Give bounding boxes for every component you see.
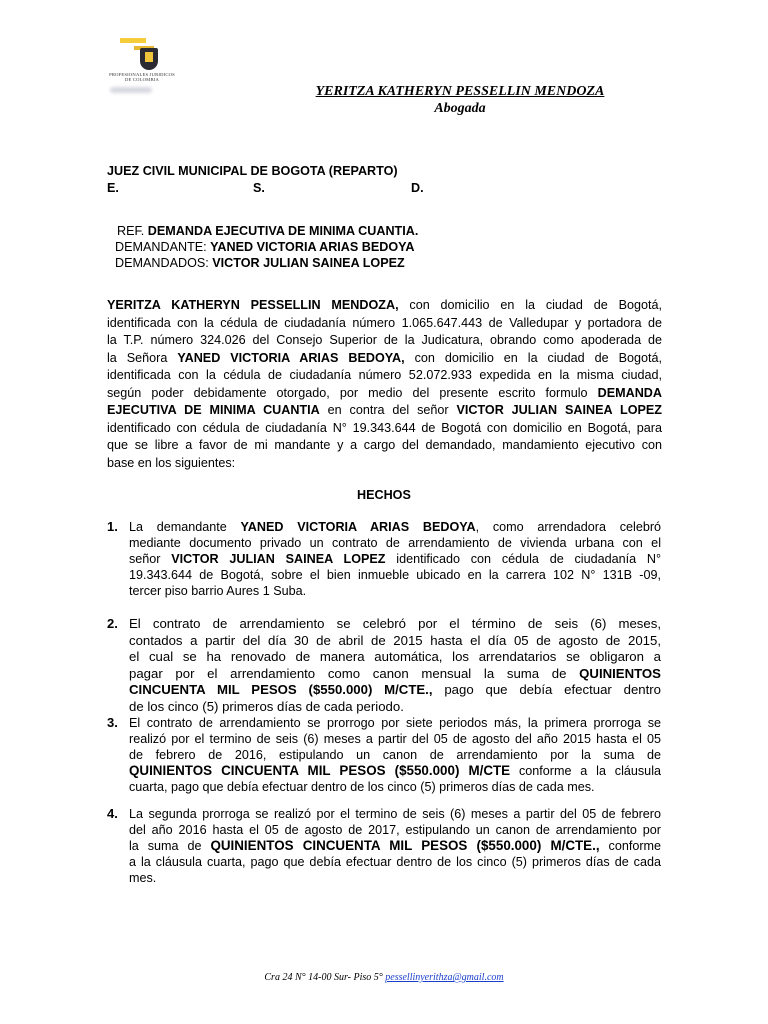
defendant-label: DEMANDADOS: <box>115 256 209 270</box>
plaintiff-label: DEMANDANTE: <box>115 240 207 254</box>
intro-text: identificada con la cédula de ciudadanía número 52.072.933 expedida en la misma ciudad, <box>107 368 662 382</box>
item-text: El contrato de arrendamiento se prorrogo por siete periodos más, la primera prorroga se <box>129 716 661 730</box>
intro-defendant: VICTOR JULIAN SAINEA LOPEZ <box>456 403 662 417</box>
item-text: El contrato de arrendamiento se celebró por el término de seis (6) meses, <box>129 616 661 631</box>
intro-name: YERITZA KATHERYN PESSELLIN MENDOZA, <box>107 298 399 312</box>
list-item <box>129 519 661 599</box>
item-bold: QUINIENTOS CINCUENTA MIL PESOS ($550.000) M/CTE., <box>210 838 600 853</box>
intro-paragraph <box>107 297 662 472</box>
item-text: realizó por el termino de seis (6) meses a partir del 05 de agosto del año 2015 hasta el 05 <box>129 732 661 746</box>
item-number: 3. <box>107 715 118 730</box>
plaintiff-value: YANED VICTORIA ARIAS BEDOYA <box>210 240 415 254</box>
ref-label: REF. <box>117 224 145 238</box>
item-text: cuarta, pago que debía efectuar dentro de los cinco (5) primeros días de cada mes. <box>129 780 595 794</box>
item-bold: YANED VICTORIA ARIAS BEDOYA <box>240 520 476 534</box>
addressee-e: E. <box>107 181 119 195</box>
item-number: 1. <box>107 519 118 534</box>
item-bold: CINCUENTA MIL PESOS ($550.000) M/CTE., <box>129 682 433 697</box>
item-text: de los cinco (5) primeros días de cada periodo. <box>129 698 404 714</box>
footer <box>0 972 768 983</box>
intro-text: la Señora <box>107 350 168 365</box>
addressee-d: D. <box>411 181 424 195</box>
item-text: contados a partir del día 30 de abril de 2015 hasta el día 05 de agosto de 2015, <box>129 632 661 648</box>
item-bold: QUINIENTOS <box>579 665 661 681</box>
item-number: 2. <box>107 616 118 631</box>
item-text: del año 2016 hasta el 05 de agosto de 2017, estipulando un canon de arrendamiento por <box>129 823 661 837</box>
item-text: a la cláusula cuarta, pago que debía efectuar dentro de los cinco (5) primeros días de cada <box>129 855 661 869</box>
intro-plaintiff: YANED VICTORIA ARIAS BEDOYA, <box>177 350 405 365</box>
item-text: La demandante <box>129 520 227 534</box>
ref-line <box>117 223 418 239</box>
defendant-value: VICTOR JULIAN SAINEA LOPEZ <box>212 256 405 270</box>
intro-demand: DEMANDA <box>597 385 662 400</box>
item-text: conforme <box>608 839 662 853</box>
item-text: de febrero de 2016, estipulando un canon de arrendamiento por la suma de <box>129 748 661 762</box>
logo-text: PROFESIONALES JURIDICOS DE COLOMBIA <box>109 72 175 82</box>
logo-blurred-text <box>110 87 152 93</box>
list-item <box>129 806 661 886</box>
plaintiff-line <box>115 239 415 255</box>
item-text: mes. <box>129 871 157 885</box>
item-text: tercer piso barrio Aures 1 Suba. <box>129 584 307 598</box>
intro-text: identificado con cédula de ciudadanía N° 19.343.644 de Bogotá con domicilio en Bogotá, para <box>107 420 662 435</box>
defendant-line <box>115 255 405 271</box>
addressee-line: JUEZ CIVIL MUNICIPAL DE BOGOTA (REPARTO) <box>107 164 398 178</box>
logo-shield-icon <box>140 48 158 70</box>
intro-text: la T.P. número 324.026 del Consejo Superior de la Judicatura, obrando como apoderada de <box>107 333 662 347</box>
intro-text: identificada con la cédula de ciudadanía número 1.065.647.443 de Valledupar y portadora de <box>107 315 662 330</box>
intro-text: que se libre a favor de mi mandante y a cargo del demandado, mandamiento ejecutivo con <box>107 438 662 452</box>
ref-value: DEMANDA EJECUTIVA DE MINIMA CUANTIA. <box>147 224 419 238</box>
item-text: La segunda prorroga se realizó por el termino de seis (6) meses a partir del 05 de febrero <box>129 807 661 821</box>
item-text: el cual se ha renovado de manera automática, los arrendatarios se obligaron a <box>129 649 661 664</box>
firm-logo <box>108 34 176 96</box>
item-number: 4. <box>107 806 118 821</box>
item-text: , como arrendadora celebró <box>475 520 662 534</box>
item-text: conforme a la cláusula <box>518 764 661 778</box>
intro-demand: EJECUTIVA DE MINIMA CUANTIA <box>107 403 320 417</box>
item-bold: QUINIENTOS CINCUENTA MIL PESOS ($550.000) M/CTE <box>129 763 511 778</box>
footer-address: Cra 24 N° 14-00 Sur- Piso 5° <box>264 972 383 983</box>
section-title-hechos: HECHOS <box>357 488 411 502</box>
list-item <box>129 715 661 795</box>
item-text: señor <box>129 552 161 566</box>
intro-text: en contra del señor <box>327 403 449 417</box>
item-text: pagar por el arrendamiento como canon mensual la suma de <box>129 665 567 681</box>
footer-email-link[interactable]: pessellinyerithza@gmail.com <box>385 972 504 983</box>
intro-text: con domicilio en la ciudad de Bogotá, <box>414 350 663 365</box>
addressee-s: S. <box>253 181 265 195</box>
lawyer-name: YERITZA KATHERYN PESSELLIN MENDOZA <box>315 84 605 99</box>
lawyer-title: Abogada <box>434 101 486 116</box>
item-bold: VICTOR JULIAN SAINEA LOPEZ <box>171 552 386 566</box>
item-text: 19.343.644 de Bogotá, sobre el bien inmueble ubicado en la carrera 102 N° 131B -09, <box>129 568 661 582</box>
item-text: identificado con cédula de ciudadanía N° <box>396 552 661 566</box>
intro-text: base en los siguientes: <box>107 455 236 470</box>
item-text: mediante documento privado un contrato de arrendamiento de vivienda urbana con el <box>129 536 661 550</box>
item-text: pago que debía efectuar dentro <box>444 682 662 697</box>
list-item <box>129 616 661 715</box>
logo-bar-top <box>120 38 146 43</box>
item-text: la suma de <box>129 839 202 853</box>
intro-text: con domicilio en la ciudad de Bogotá, <box>409 298 663 312</box>
intro-text: según poder debidamente otorgado, por medio del presente escrito formulo <box>107 385 588 400</box>
